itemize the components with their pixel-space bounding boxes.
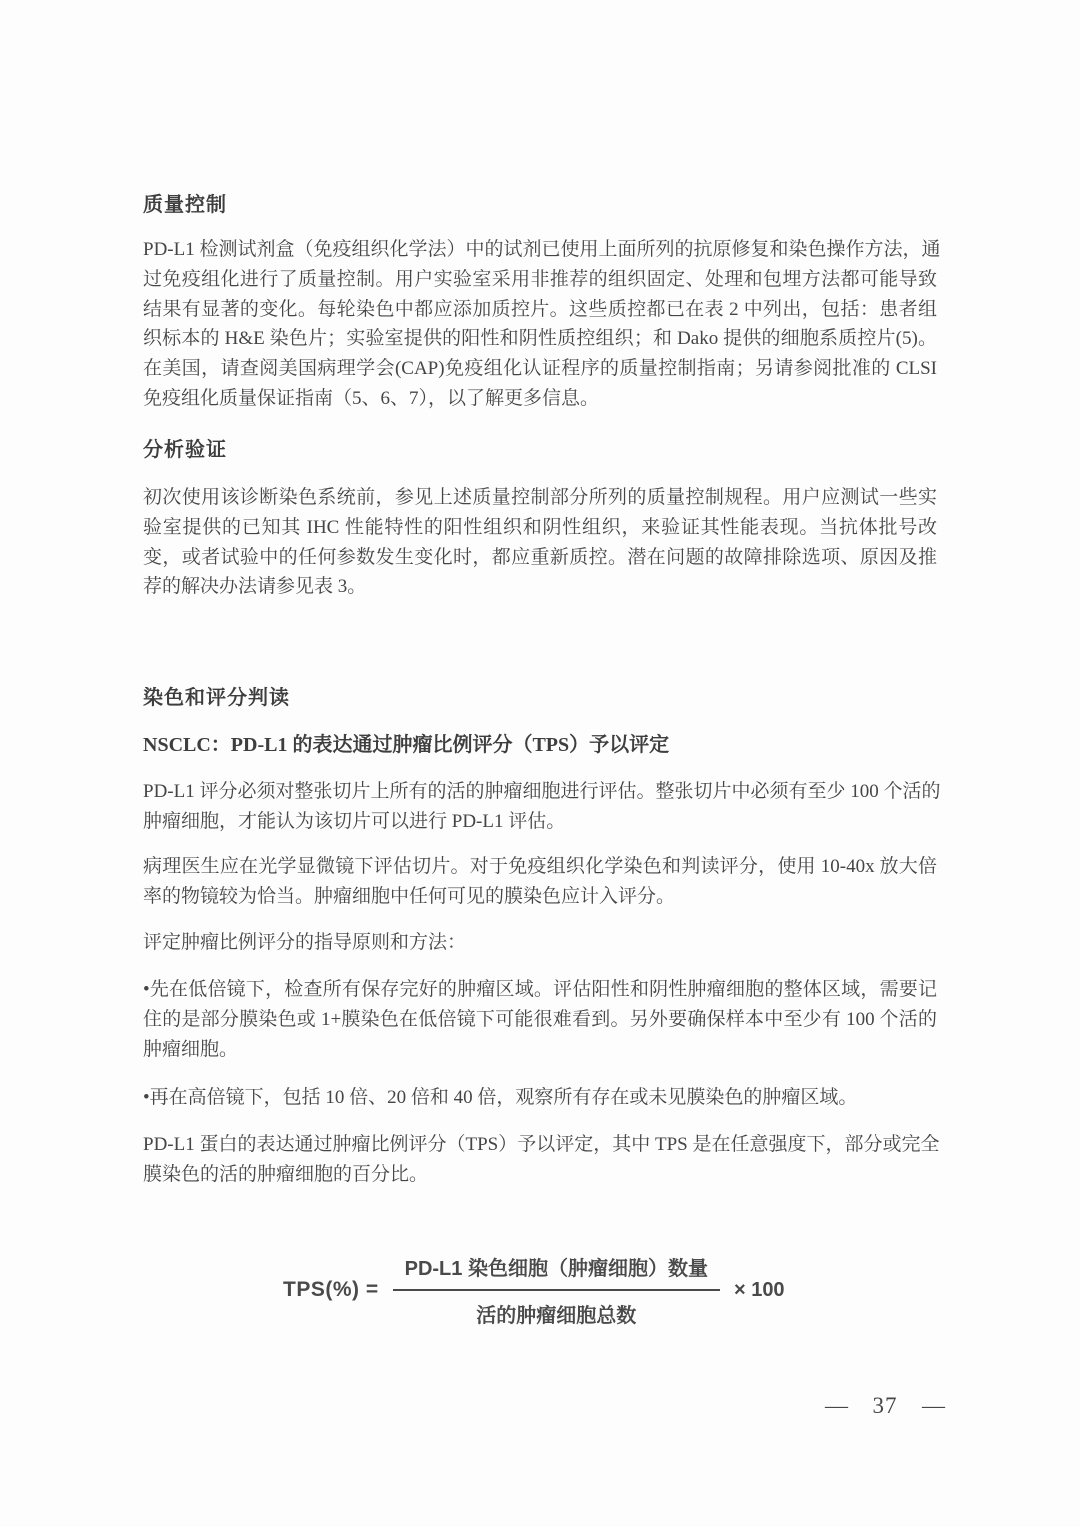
section-heading-analytical-validation: 分析验证 xyxy=(143,439,227,461)
text-line: 初次使用该诊断染色系统前，参见上述质量控制部分所列的质量控制规程。用户应测试一些实 xyxy=(143,487,937,508)
text-line: 住的是部分膜染色或 1+膜染色在低倍镜下可能很难看到。另外要确保样本中至少有 100 个活的 xyxy=(143,1008,937,1030)
page-number xyxy=(825,1393,945,1419)
formula-numerator: PD-L1 染色细胞（肿瘤细胞）数量 xyxy=(393,1252,720,1291)
paragraph-microscope xyxy=(143,852,937,912)
text-line: 膜染色的活的肿瘤细胞的百分比。 xyxy=(143,1163,429,1185)
text-line: 织标本的 H&E 染色片；实验室提供的阳性和阴性质控组织；和 Dako 提供的细胞系质控片(5)。 xyxy=(143,328,937,350)
paragraph-quality-control xyxy=(143,235,941,414)
text-line: PD-L1 检测试剂盒（免疫组织化学法）中的试剂已使用上面所列的抗原修复和染色操作方法，通 xyxy=(143,239,941,260)
paragraph-analytical-validation xyxy=(143,483,937,602)
text-line: 肿瘤细胞，才能认为该切片可以进行 PD-L1 评估。 xyxy=(143,810,566,832)
formula-denominator: 活的肿瘤细胞总数 xyxy=(476,1305,637,1327)
text-line: PD-L1 评分必须对整张切片上所有的活的肿瘤细胞进行评估。整张切片中必须有至少 100 个活的 xyxy=(143,781,941,802)
text-line: 变，或者试验中的任何参数发生变化时，都应重新质控。潜在问题的故障排除选项、原因及推 xyxy=(143,546,937,568)
paragraph-scoring-requirement xyxy=(143,777,941,837)
formula-lhs: TPS(%) = xyxy=(283,1278,379,1301)
section-heading-quality-control: 质量控制 xyxy=(143,194,227,216)
text-line: 结果有显著的变化。每轮染色中都应添加质控片。这些质控都已在表 2 中列出，包括：患者组 xyxy=(143,298,937,320)
text-line: 免疫组化质量保证指南（5、6、7），以了解更多信息。 xyxy=(143,387,600,409)
paragraph-guidelines-intro xyxy=(143,928,937,958)
text-line: 在美国，请查阅美国病理学会(CAP)免疫组化认证程序的质量控制指南；另请参阅批准的 CLSI xyxy=(143,358,937,380)
page-number-dash-right: — xyxy=(922,1393,945,1418)
text-line: 验室提供的已知其 IHC 性能特性的阳性组织和阴性组织，来验证其性能表现。当抗体批号改 xyxy=(143,516,937,538)
text-line: •先在低倍镜下，检查所有保存完好的肿瘤区域。评估阳性和阴性肿瘤细胞的整体区域，需要记 xyxy=(143,979,937,1000)
formula-fraction xyxy=(393,1252,720,1328)
bullet-low-power xyxy=(143,975,937,1064)
text-line: 病理医生应在光学显微镜下评估切片。对于免疫组织化学染色和判读评分，使用 10-40x 放大倍 xyxy=(143,856,937,877)
text-line: 率的物镜较为恰当。肿瘤细胞中任何可见的膜染色应计入评分。 xyxy=(143,885,676,907)
page-number-value: 37 xyxy=(872,1393,898,1418)
text-line: PD-L1 蛋白的表达通过肿瘤比例评分（TPS）予以评定，其中 TPS 是在任意强度下，部分或完全 xyxy=(143,1134,940,1155)
page-number-dash-left: — xyxy=(825,1393,848,1418)
bullet-high-power xyxy=(143,1083,937,1113)
paragraph-tps-definition xyxy=(143,1130,940,1190)
text-line: •再在高倍镜下，包括 10 倍、20 倍和 40 倍，观察所有存在或未见膜染色的肿瘤区域。 xyxy=(143,1087,858,1108)
section-heading-staining-scoring: 染色和评分判读 xyxy=(143,687,290,709)
tps-formula xyxy=(283,1252,785,1328)
text-line: 过免疫组化进行了质量控制。用户实验室采用非推荐的组织固定、处理和包埋方法都可能导致 xyxy=(143,268,937,290)
formula-multiplier: × 100 xyxy=(733,1278,785,1301)
subheading-nsclc-tps: NSCLC：PD-L1 的表达通过肿瘤比例评分（TPS）予以评定 xyxy=(143,734,670,756)
text-line: 评定肿瘤比例评分的指导原则和方法： xyxy=(143,932,467,953)
text-line: 荐的解决办法请参见表 3。 xyxy=(143,576,367,598)
text-line: 肿瘤细胞。 xyxy=(143,1038,239,1060)
